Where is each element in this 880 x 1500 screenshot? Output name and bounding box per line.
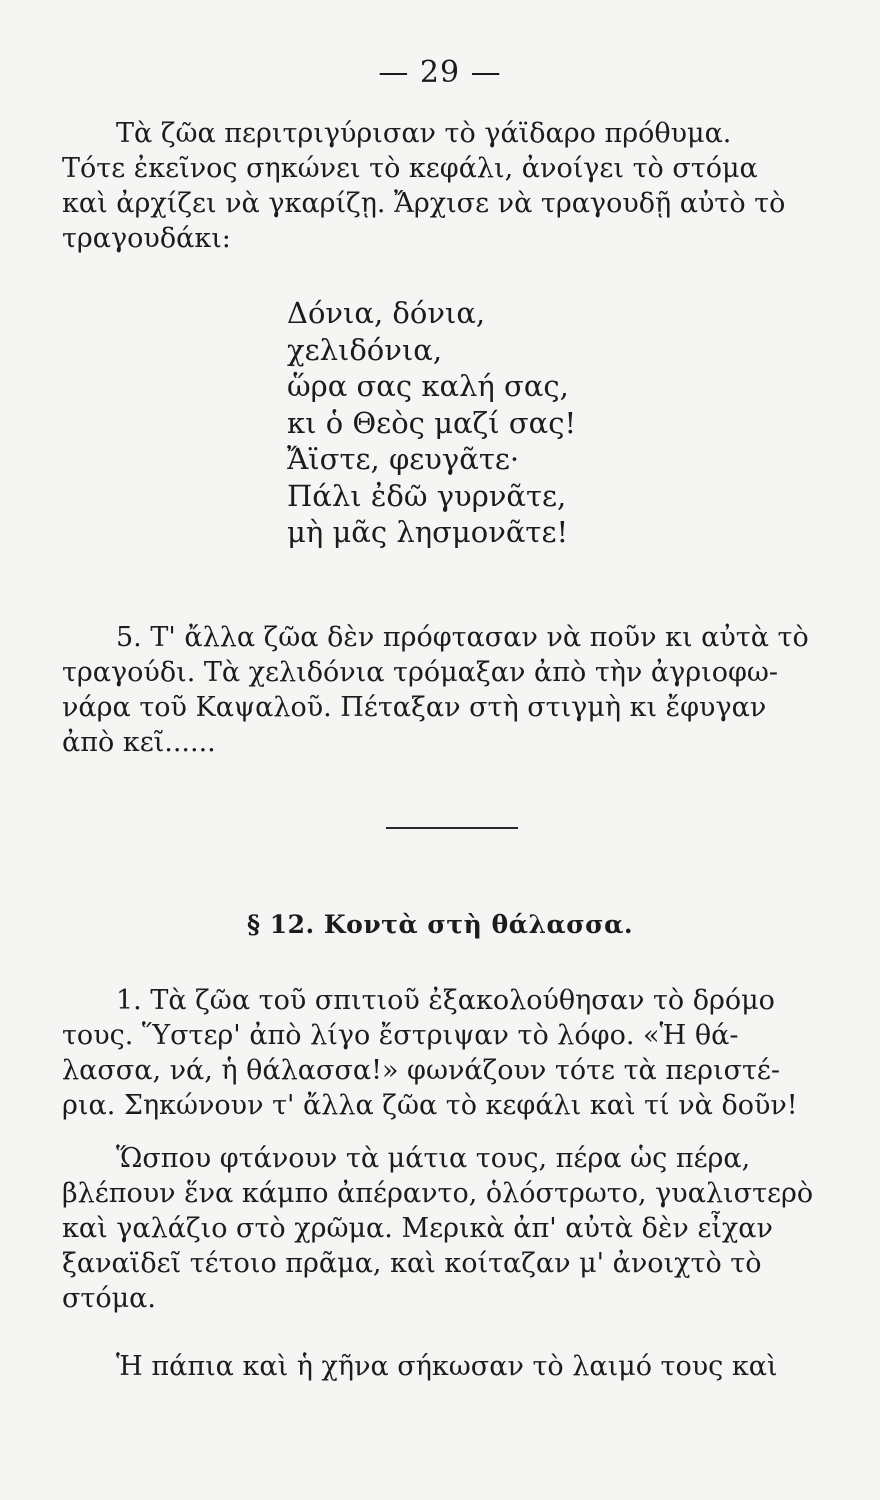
- poem-line: κι ὁ Θεὸς μαζί σας!: [287, 405, 577, 440]
- text-line: λασσα, νά, ἡ θάλασσα!» φωνάζουν τότε τὰ περιστέ-: [62, 1055, 781, 1086]
- poem-line: Πάλι ἐδῶ γυρνᾶτε,: [287, 478, 567, 513]
- text-line: Ὥσπου φτάνουν τὰ μάτια τους, πέρα ὡς πέρα,: [116, 1143, 751, 1174]
- text-line: 1. Τὰ ζῶα τοῦ σπιτιοῦ ἐξακολούθησαν τὸ δρόμο: [116, 985, 775, 1016]
- text-line: ξαναϊδεῖ τέτοιο πρᾶμα, καὶ κοίταζαν μ' ἀνοιχτὸ τὸ: [62, 1248, 762, 1279]
- poem-line: ὥρα σας καλή σας,: [287, 369, 569, 403]
- text-line: Ἡ πάπια καὶ ἡ χῆνα σήκωσαν τὸ λαιμό τους καὶ: [116, 1351, 778, 1382]
- text-line: ἀπὸ κεῖ......: [62, 727, 216, 758]
- section-paragraph-3: [62, 1349, 822, 1384]
- text-line: στόμα.: [62, 1283, 156, 1314]
- text-line: Τότε ἐκεῖνος σηκώνει τὸ κεφάλι, ἀνοίγει τὸ στόμα: [62, 153, 758, 184]
- poem-line: μὴ μᾶς λησμονᾶτε!: [287, 515, 569, 549]
- section-heading: § 12. Κοντὰ στὴ θάλασσα.: [246, 910, 634, 939]
- poem-line: Ἄϊστε, φευγᾶτε·: [287, 442, 520, 476]
- poem-line: χελιδόνια,: [287, 332, 443, 367]
- text-line: βλέπουν ἕνα κάμπο ἀπέραντο, ὁλόστρωτο, γυαλιστερὸ: [62, 1178, 814, 1209]
- text-line: καὶ ἀρχίζει νὰ γκαρίζῃ. Ἄρχισε νὰ τραγουδῇ αὐτὸ τὸ: [62, 188, 786, 219]
- text-line: 5. Τ' ἄλλα ζῶα δὲν πρόφτασαν νὰ ποῦν κι αὐτὰ τὸ: [116, 622, 809, 653]
- section-paragraph-1: [62, 983, 822, 1123]
- text-line: Τὰ ζῶα περιτριγύρισαν τὸ γάϊδαρο πρόθυμα.: [116, 118, 732, 149]
- text-line: τους. Ὕστερ' ἀπὸ λίγο ἔστριψαν τὸ λόφο. «Ἡ θά-: [62, 1020, 739, 1051]
- text-line: τραγούδι. Τὰ χελιδόνια τρόμαξαν ἀπὸ τὴν ἀγριοφω-: [62, 657, 779, 688]
- paragraph-5: [62, 620, 822, 760]
- text-line: νάρα τοῦ Καψαλοῦ. Πέταξαν στὴ στιγμὴ κι ἔφυγαν: [62, 692, 767, 723]
- text-line: καὶ γαλάζιο στὸ χρῶμα. Μερικὰ ἀπ' αὐτὰ δὲν εἶχαν: [62, 1213, 773, 1244]
- poem: [287, 295, 576, 551]
- intro-paragraph: [62, 116, 822, 256]
- section-paragraph-2: [62, 1141, 822, 1316]
- section-divider: [386, 827, 518, 829]
- poem-line: Δόνια, δόνια,: [287, 296, 486, 330]
- text-line: ρια. Σηκώνουν τ' ἄλλα ζῶα τὸ κεφάλι καὶ τί νὰ δοῦν!: [62, 1090, 798, 1121]
- text-line: τραγουδάκι:: [62, 223, 231, 254]
- page-number: — 29 —: [378, 55, 502, 90]
